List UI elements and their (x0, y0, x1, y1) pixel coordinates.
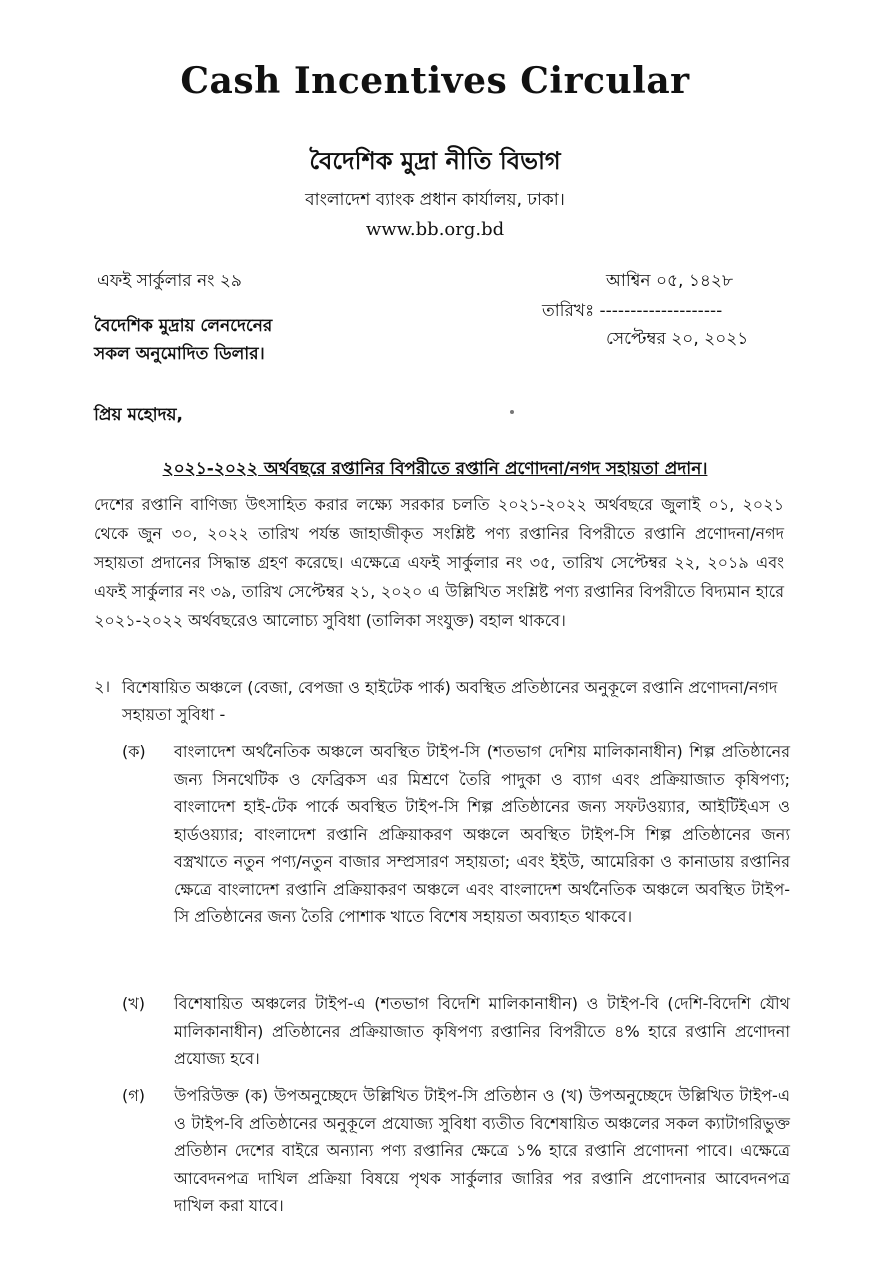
sub-item-label: (খ) (122, 994, 145, 1013)
sub-item-label: (গ) (122, 1086, 145, 1105)
sub-item-text: বিশেষায়িত অঞ্চলের টাইপ-এ (শতভাগ বিদেশি মালিকানাধীন) ও টাইপ-বি (দেশি-বিদেশি যৌথ মালিকানাধীন) প্রতিষ্ঠানের প্রক্রিয়াজাত কৃষিপণ্য রপ্তানির বিপরীতে ৪% হারে রপ্তানি প্রণোদনা প্রযোজ্য হবে। (174, 994, 790, 1068)
subject-text: ২০২১-২০২২ অর্থবছরে রপ্তানির বিপরীতে রপ্তানি প্রণোদনা/নগদ সহায়তা প্রদান। (162, 459, 708, 479)
sub-item-kha (122, 990, 790, 1073)
circular-number: এফই সার্কুলার নং ২৯ (97, 271, 242, 291)
paragraph-2: বিশেষায়িত অঞ্চলে (বেজা, বেপজা ও হাইটেক পার্ক) অবস্থিত প্রতিষ্ঠানের অনুকূলে রপ্তানি প্রণোদনা/নগদ সহায়তা সুবিধা - (122, 678, 778, 724)
date-bangla: আশ্বিন ০৫, ১৪২৮ (606, 271, 733, 291)
paragraph-1: দেশের রপ্তানি বাণিজ্য উৎসাহিত করার লক্ষ্যে সরকার চলতি ২০২১-২০২২ অর্থবছরে জুলাই ০১, ২০২১ থেকে জুন ৩০, ২০২২ তারিখ পর্যন্ত জাহাজীকৃত সংশ্লিষ্ট পণ্য রপ্তানির বিপরীতে রপ্তানি প্রণোদনা/নগদ সহায়তা প্রদানের সিদ্ধান্ত গ্রহণ করেছে। এক্ষেত্রে এফই সার্কুলার নং ৩৫, তারিখ সেপ্টেম্বর ২২, ২০১৯ এবং এফই সার্কুলার নং ৩৯, তারিখ সেপ্টেম্বর ২১, ২০২০ এ উল্লিখিত সংশ্লিষ্ট পণ্য রপ্তানির বিপরীতে বিদ্যমান হারে ২০২১-২০২২ অর্থবছরেও আলোচ্য সুবিধা (তালিকা সংযুক্ত) বহাল থাকবে। (94, 495, 784, 630)
salutation: প্রিয় মহোদয়, (94, 405, 184, 425)
sub-item-text: বাংলাদেশ অর্থনৈতিক অঞ্চলে অবস্থিত টাইপ-সি (শতভাগ দেশিয় মালিকানাধীন) শিল্প প্রতিষ্ঠানের জন্য সিনথেটিক ও ফেব্রিকস এর মিশ্রণে তৈরি পাদুকা ও ব্যাগ এবং প্রক্রিয়াজাত কৃষিপণ্য; বাংলাদেশ হাই-টেক পার্কে অবস্থিত টাইপ-সি শিল্প প্রতিষ্ঠানের জন্য সফটওয়্যার, আইটিইএস ও হার্ডওয়্যার; বাংলাদেশ রপ্তানি প্রক্রিয়াকরণ অঞ্চলে অবস্থিত টাইপ-সি শিল্প প্রতিষ্ঠানের জন্য বস্ত্রখাতে নতুন পণ্য/নতুন বাজার সম্প্রসারণ সহায়তা; এবং ইইউ, আমেরিকা ও কানাডায় রপ্তানির ক্ষেত্রে বাংলাদেশ রপ্তানি প্রক্রিয়াকরণ অঞ্চলে এবং বাংলাদেশ অর্থনৈতিক অঞ্চলে অবস্থিত টাইপ-সি প্রতিষ্ঠানের জন্য তৈরি পোশাক খাতে বিশেষ সহায়তা অব্যাহত থাকবে। (174, 742, 790, 926)
sub-item-ka (122, 738, 790, 931)
office-address: বাংলাদেশ ব্যাংক প্রধান কার্যালয়, ঢাকা। (305, 190, 565, 210)
department-name: বৈদেশিক মুদ্রা নীতি বিভাগ (309, 147, 561, 175)
sub-item-text: উপরিউক্ত (ক) উপঅনুচ্ছেদে উল্লিখিত টাইপ-সি প্রতিষ্ঠান ও (খ) উপঅনুচ্ছেদে উল্লিখিত টাইপ-এ ও টাইপ-বি প্রতিষ্ঠানের অনুকূলে প্রযোজ্য সুবিধা ব্যতীত বিশেষায়িত অঞ্চলের সকল ক্যাটাগরিভুক্ত প্রতিষ্ঠান দেশের বাইরে অন্যান্য পণ্য রপ্তানির ক্ষেত্রে ১% হারে রপ্তানি প্রণোদনা পাবে। এক্ষেত্রে আবেদনপত্র দাখিল প্রক্রিয়া বিষয়ে পৃথক সার্কুলার জারির পর রপ্তানি প্রণোদনার আবেদনপত্র দাখিল করা যাবে। (174, 1086, 790, 1215)
scan-speck (510, 410, 514, 414)
circular-title: Cash Incentives Circular (180, 60, 690, 102)
date-label: তারিখঃ -------------------- (542, 301, 723, 321)
date-english: সেপ্টেম্বর ২০, ২০২১ (606, 329, 749, 349)
sub-item-ga (122, 1082, 790, 1220)
website-link[interactable]: www.bb.org.bd (365, 219, 505, 240)
sub-item-label: (ক) (122, 742, 146, 761)
paragraph-2-number: ২। (94, 677, 111, 696)
addressee-line-2: সকল অনুমোদিত ডিলার। (94, 344, 265, 364)
addressee-line-1: বৈদেশিক মুদ্রায় লেনদেনের (94, 316, 273, 336)
addressee (94, 312, 272, 368)
subject-line (0, 456, 870, 484)
